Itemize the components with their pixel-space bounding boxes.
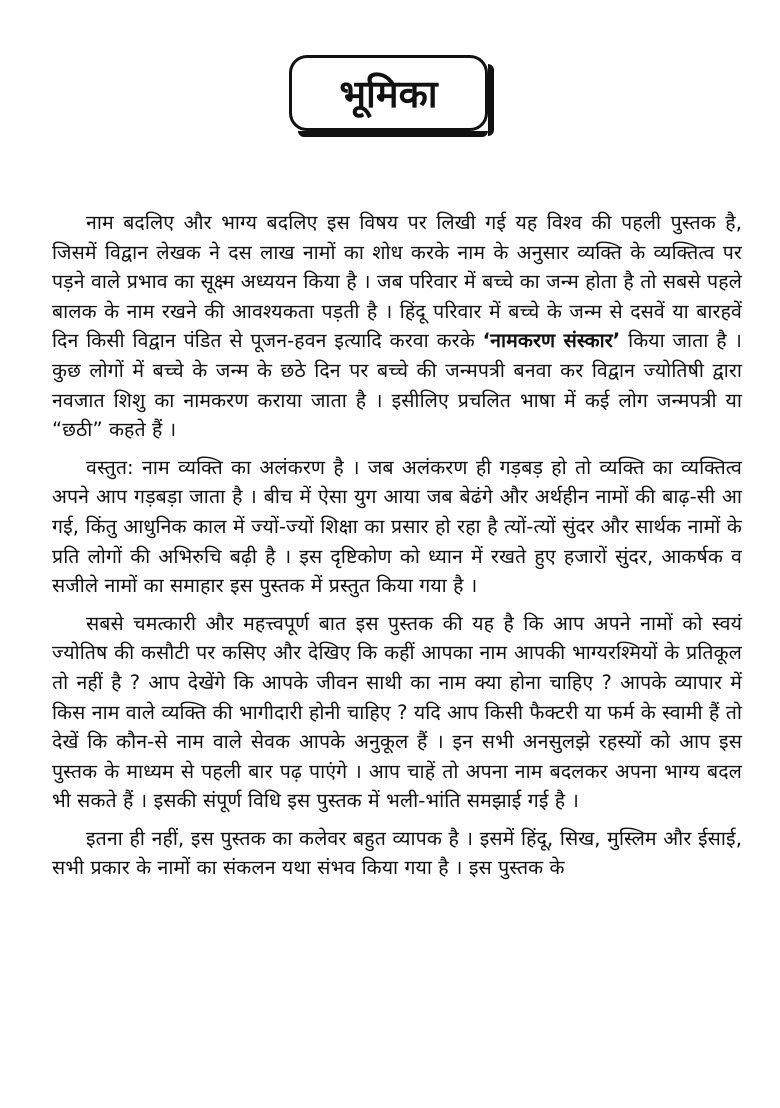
paragraph-2: वस्तुत: नाम व्यक्ति का अलंकरण है । जब अलंकरण ही गड़बड़ हो तो व्यक्ति का व्यक्तित्व अपने आप गड़बड़ा जाता है । बीच में ऐसा युग आया जब बेढंगे और अर्थहीन नामों की बाढ़-सी आ गई, किंतु आधुनिक काल में ज्यों-ज्यों शिक्षा का प्रसार हो रहा है त्यों-त्यों सुंदर और सार्थक नामों के प्रति लोगों की अभिरुचि बढ़ी है । इस दृष्टिकोण को ध्यान में रखते हुए हजारों सुंदर, आकर्षक व सजीले नामों का समाहार इस पुस्तक में प्रस्तुत किया गया है । [52,455,742,598]
paragraph-1-text-a: नाम बदलिए और भाग्य बदलिए इस विषय पर लिखी गई यह विश्व की पहली पुस्तक है, जिसमें विद्वान लेखक ने दस लाख नामों का शोध करके नाम के अनुसार व्यक्ति के व्यक्तित्व पर पड़ने वाले प्रभाव का सूक्ष्म अध्ययन किया है । जब परिवार में बच्चे का जन्म होता है तो सबसे पहले बालक के नाम रखने की आवश्यकता पड़ती है । हिंदू परिवार में बच्चे के जन्म से दसवें या बारहवें दिन किसी विद्वान पंडित से पूजन-हवन इत्यादि करवा करके [52,211,742,353]
page-title: भूमिका [339,72,438,116]
paragraph-3: सबसे चमत्कारी और महत्त्वपूर्ण बात इस पुस्तक की यह है कि आप अपने नामों को स्वयं ज्योतिष की कसौटी पर कसिए और देखिए कि कहीं आपका नाम आपकी भाग्यरश्मियों के प्रतिकूल तो नहीं है ? आप देखेंगे कि आपके जीवन साथी का नाम क्या होना चाहिए ? आपके व्यापार में किस नाम वाले व्यक्ति की भागीदारी होनी चाहिए ? यदि आप किसी फैक्टरी या फर्म के स्वामी हैं तो देखें कि कौन-से नाम वाले सेवक आपके अनुकूल हैं । इन सभी अनसुलझे रहस्यों को आप इस पुस्तक के माध्यम से पहली बार पढ़ पाएंगे । आप चाहें तो अपना नाम बदलकर अपना भाग्य बदल भी सकते हैं । इसकी संपूर्ण विधि इस पुस्तक में भली-भांति समझाई गई है । [52,611,742,813]
paragraph-1 [52,208,742,445]
page-body [52,208,742,891]
namkaran-sanskar-term: ‘नामकरण संस्कार’ [482,329,621,353]
paragraph-1-text-b: किया जाता है । कुछ लोगों में बच्चे के जन्म के छठे दिन पर बच्चे की जन्मपत्री बनवा कर विद्वान ज्योतिषी द्वारा नवजात शिशु का नामकरण कराया जाता है । इसीलिए प्रचलित भाषा में कई लोग जन्मपत्री या “छठी” कहते हैं । [52,329,742,442]
title-box [289,55,488,131]
paragraph-4: इतना ही नहीं, इस पुस्तक का कलेवर बहुत व्यापक है । इसमें हिंदू, सिख, मुस्लिम और ईसाई, सभी प्रकार के नामों का संकलन यथा संभव किया गया है । इस पुस्तक के [52,826,742,880]
